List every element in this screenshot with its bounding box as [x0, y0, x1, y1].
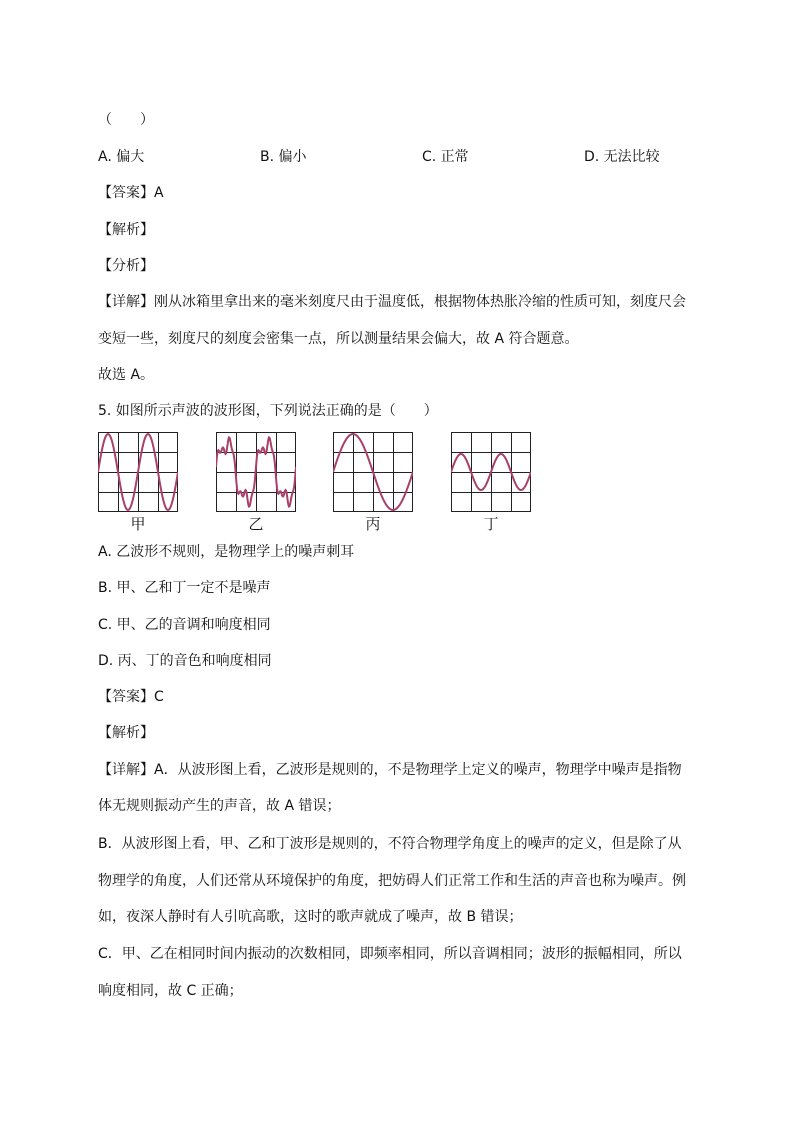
q5-option-d: D. 丙、丁的音色和响度相同 — [98, 653, 272, 669]
q5-detail-b-line-3: 如，夜深人静时有人引吭高歌，这时的歌声就成了噪声，故 B 错误； — [98, 909, 523, 925]
q5-detail-c-line-2: 响度相同，故 C 正确； — [98, 983, 243, 999]
q4-option-b: B. 偏小 — [260, 149, 307, 165]
q5-option-c: C. 甲、乙的音调和响度相同 — [98, 617, 271, 633]
q5-detail-b-line-1: B．从波形图上看，甲、乙和丁波形是规则的，不符合物理学角度上的噪声的定义，但是除了从 — [98, 836, 682, 852]
waveform-label-ding: 丁 — [483, 515, 499, 533]
q4-detail-line-1: 【详解】刚从冰箱里拿出来的毫米刻度尺由于温度低，根据物体热胀冷缩的性质可知，刻度尺会 — [98, 294, 686, 310]
q5-answer: 【答案】C — [98, 689, 164, 705]
waveform-label-jia: 甲 — [130, 515, 146, 533]
q4-conclusion: 故选 A。 — [98, 367, 155, 383]
waveform-yi — [216, 432, 296, 512]
q4-option-d: D. 无法比较 — [584, 149, 660, 165]
q4-option-a: A. 偏大 — [98, 149, 145, 165]
q4-detail-line-2: 变短一些，刻度尺的刻度会密集一点，所以测量结果会偏大，故 A 符合题意。 — [98, 331, 579, 347]
q5-detail-c-line-1: C．甲、乙在相同时间内振动的次数相同，即频率相同，所以音调相同；波形的振幅相同，所以 — [98, 946, 682, 962]
q4-fenxi: 【分析】 — [98, 258, 154, 274]
q4-paren: （ ） — [98, 112, 154, 128]
waveform-label-yi: 乙 — [248, 515, 264, 533]
q4-option-c: C. 正常 — [422, 149, 469, 165]
q5-jiexi: 【解析】 — [98, 725, 154, 741]
q5-option-a: A. 乙波形不规则，是物理学上的噪声刺耳 — [98, 544, 355, 560]
waveform-bing — [333, 432, 413, 512]
q5-detail-b-line-2: 物理学的角度，人们还常从环境保护的角度，把妨碍人们正常工作和生活的声音也称为噪声。例 — [98, 873, 686, 889]
q5-detail-a-line-1: 【详解】A．从波形图上看，乙波形是规则的，不是物理学上定义的噪声，物理学中噪声是指物 — [98, 762, 682, 778]
waveform-ding — [451, 432, 531, 512]
q4-jiexi: 【解析】 — [98, 222, 154, 238]
q5-detail-a-line-2: 体无规则振动产生的声音，故 A 错误； — [98, 798, 341, 814]
q5-stem: 5. 如图所示声波的波形图，下列说法正确的是（ ） — [98, 403, 438, 419]
waveform-jia — [98, 432, 178, 512]
q5-option-b: B. 甲、乙和丁一定不是噪声 — [98, 580, 271, 596]
q4-answer: 【答案】A — [98, 185, 164, 201]
waveform-label-bing: 丙 — [365, 515, 381, 533]
